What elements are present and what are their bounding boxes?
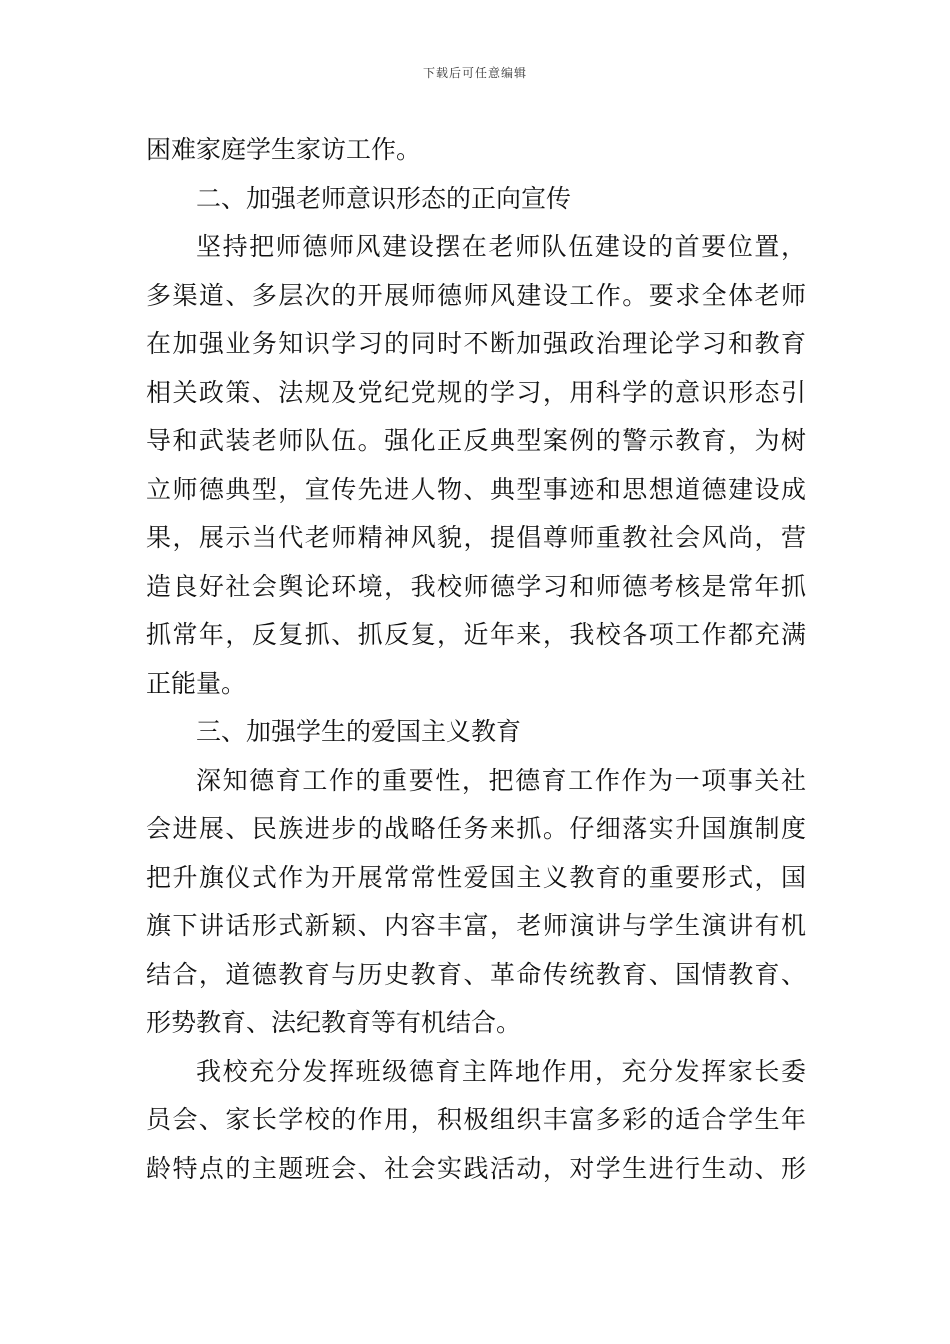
text-line: 深知德育工作的重要性，把德育工作作为一项事关社 (196, 765, 806, 795)
text-line: 抓常年，反复抓、抓反复，近年来，我校各项工作都充满 (146, 620, 806, 649)
text-line: 把升旗仪式作为开展常常性爱国主义教育的重要形式，国 (146, 862, 806, 892)
text-line: 会进展、民族进步的战略任务来抓。仔细落实升国旗制度 (146, 814, 806, 843)
text-line: 多渠道、多层次的开展师德师风建设工作。要求全体老师 (146, 280, 806, 310)
text-line: 员会、家长学校的作用，积极组织丰富多彩的适合学生年 (146, 1105, 806, 1134)
text-line: 立师德典型，宣传先进人物、典型事迹和思想道德建设成 (146, 474, 806, 504)
section-heading-2 (146, 175, 806, 224)
paragraph-teacher-ethics (146, 223, 806, 708)
text-line: 困难家庭学生家访工作。 (146, 135, 422, 164)
text-line: 结合，道德教育与历史教育、革命传统教育、国情教育、 (146, 959, 806, 989)
text-line: 在加强业务知识学习的同时不断加强政治理论学习和教育 (146, 329, 806, 358)
text-line: 正能量。 (146, 668, 247, 698)
paragraph-patriotism (146, 757, 806, 1048)
text-line: 导和武装老师队伍。强化正反典型案例的警示教育，为树 (146, 426, 806, 455)
text-line: 果，展示当代老师精神风貌，提倡尊师重教社会风尚，营 (146, 523, 806, 552)
text-line: 造良好社会舆论环境，我校师德学习和师德考核是常年抓 (146, 571, 806, 601)
page-header: 下载后可任意编辑 (422, 66, 527, 80)
section-heading-3 (146, 708, 806, 757)
text-line: 三、加强学生的爱国主义教育 (196, 717, 522, 746)
text-line: 形势教育、法纪教育等有机结合。 (146, 1008, 522, 1037)
paragraph-class-base (146, 1048, 806, 1194)
text-line: 二、加强老师意识形态的正向宣传 (196, 183, 572, 213)
paragraph-continuation (146, 126, 806, 175)
text-line: 坚持把师德师风建设摆在老师队伍建设的首要位置， (196, 232, 806, 261)
text-line: 旗下讲话形式新颖、内容丰富，老师演讲与学生演讲有机 (146, 911, 806, 940)
document-body (146, 126, 806, 1193)
text-line: 我校充分发挥班级德育主阵地作用，充分发挥家长委 (196, 1056, 806, 1086)
text-line: 龄特点的主题班会、社会实践活动，对学生进行生动、形 (146, 1153, 806, 1183)
text-line: 相关政策、法规及党纪党规的学习，用科学的意识形态引 (146, 377, 806, 407)
